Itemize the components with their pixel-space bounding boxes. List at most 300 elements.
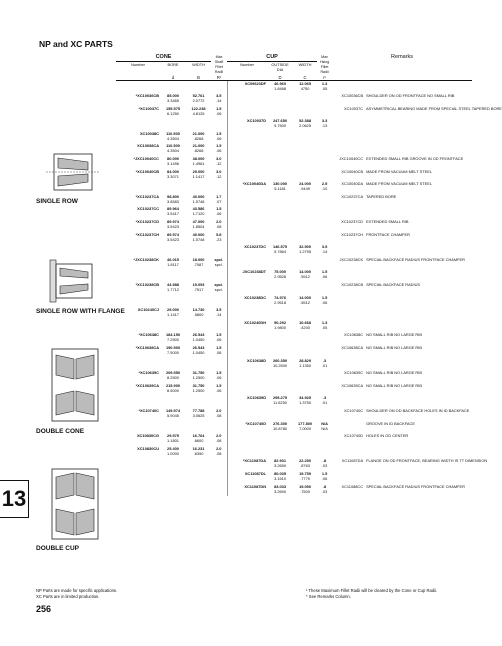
shaft-radius-value [211, 332, 227, 345]
cup-width-value [293, 446, 317, 459]
cup-number [227, 131, 267, 144]
remarks-text: FRONTFACE CHAMFER [366, 231, 410, 237]
od-value-mm: 83.033 [274, 483, 286, 489]
housing-radius-value [317, 282, 332, 295]
cone-width-value-mm: 14.730 [192, 307, 205, 313]
cone-number [116, 295, 160, 308]
table-row [116, 143, 472, 156]
housing-radius-value [317, 232, 332, 245]
shaft-radius-value-mm: spcl. [214, 256, 224, 262]
od-value-in: 9.7500 [274, 123, 286, 129]
remarks-cell [332, 194, 472, 207]
remarks-part: XC10237CA [341, 193, 364, 199]
shaft-radius-value [211, 143, 227, 156]
shaft-radius-value-in: spcl. [214, 261, 223, 267]
cup-width-value [293, 320, 317, 333]
cone-width-value [186, 232, 211, 245]
shaft-radius-value [211, 370, 227, 383]
bore-value-mm: 184.150 [165, 332, 181, 338]
housing-radius-value-mm: 1.5 [321, 294, 328, 300]
shaft-radius-value-mm: 3.0 [216, 168, 222, 174]
remarks-cell [332, 421, 472, 434]
cup-width-value-in: 4750 [300, 86, 310, 91]
remarks-cell [332, 169, 472, 182]
table-row [116, 93, 472, 106]
cone-width-value [186, 383, 211, 396]
cone-width-value-mm: 40.000 [192, 193, 205, 199]
od-value-in: 5.1181 [274, 186, 286, 192]
bore-header: BORE [167, 62, 179, 68]
bore-value-in: 8.5000 [167, 387, 179, 393]
shaft-radius-value-in: .06 [216, 375, 222, 381]
cup-number: XC10237DC [227, 244, 267, 257]
remarks-text: HOLES IN OD CENTER [366, 433, 409, 439]
cup-width-value-in: .8763 [300, 463, 310, 469]
cup-width-value-mm: 14.000 [299, 269, 311, 275]
bore-value-mm: 215.900 [165, 382, 181, 388]
bore-value [160, 143, 186, 156]
shaft-radius-value-in: .08 [216, 438, 222, 444]
table-row [116, 169, 472, 182]
od-value [267, 194, 293, 207]
housing-radius-value-mm: N/A [321, 420, 328, 426]
cone-width-value-mm: 40.000 [192, 231, 205, 237]
od-value-mm: 75.000 [274, 269, 286, 275]
table-row [116, 219, 472, 232]
cone-number: *XC10037C [138, 105, 159, 111]
bore-value-mm: 29.000 [167, 307, 179, 313]
od-value-mm: 74.976 [274, 294, 286, 300]
cup-number [227, 169, 267, 182]
remarks-cell [332, 295, 472, 308]
housing-radius-value [317, 181, 332, 194]
bore-value [160, 169, 186, 182]
bore-value [160, 194, 186, 207]
cup-number [227, 383, 267, 396]
cup-width-value-mm: 24.000 [299, 181, 311, 187]
od-value [267, 143, 293, 156]
cup-width-value [293, 383, 317, 396]
housing-radius-value [317, 383, 332, 396]
housing-radius-value [317, 484, 332, 497]
remarks-cell [332, 105, 502, 119]
table-row [116, 244, 472, 257]
table-row [116, 156, 472, 169]
shaft-radius-value-mm: 2.0 [216, 445, 222, 451]
cup-number [227, 345, 267, 358]
double-cup-drawing [36, 465, 114, 543]
housing-radius-value-mm: 1.3 [321, 81, 328, 86]
od-value [267, 219, 293, 232]
bore-value-mm: 80.000 [167, 156, 179, 162]
cup-width-value [293, 295, 317, 308]
cup-width-value [293, 458, 317, 471]
cone-width-value [186, 320, 211, 333]
cone-width-value-mm: 16.764 [192, 433, 205, 439]
bore-value-mm: 89.974 [167, 231, 179, 237]
bore-value-mm: 29.975 [167, 433, 179, 439]
remarks-cell [332, 408, 472, 421]
remarks-cell [332, 143, 472, 156]
cone-width-value-in: 1.2500 [192, 387, 205, 393]
cone-width-value-mm: 29.000 [192, 168, 205, 174]
od-value [267, 433, 293, 446]
shaft-radius-value-mm: 1.5 [216, 344, 222, 350]
shaft-radius-value-mm: 1.5 [216, 332, 222, 338]
cone-width-value-mm: 26.543 [192, 332, 205, 338]
cup-number: XC09623DF [227, 81, 267, 94]
cone-width-value-mm: 26.543 [192, 344, 205, 350]
od-value [267, 131, 293, 144]
shaft-radius-value-mm: 1.5 [216, 206, 222, 212]
cone-number [116, 81, 160, 94]
shaft-radius-value [211, 219, 227, 232]
table-row [116, 446, 472, 459]
bore-value [160, 257, 186, 270]
housing-radius-value [317, 194, 332, 207]
cone-number [116, 181, 160, 194]
cup-number [227, 143, 267, 156]
od-value [267, 206, 293, 219]
remarks-cell [332, 471, 472, 484]
cup-width-value [293, 307, 317, 320]
cup-width-value-mm: 10.668 [299, 319, 311, 325]
cup-number [227, 282, 267, 295]
bore-value-in: 3.5417 [167, 211, 179, 217]
max-shaft-header: Max Shaft Fillet Radii [214, 55, 224, 74]
cup-number [227, 232, 267, 245]
remarks-cell [332, 307, 472, 320]
od-value [267, 421, 293, 434]
remarks-text: SPECIAL BACKFACE RADIUS [366, 282, 420, 287]
shaft-radius-value [211, 106, 227, 119]
remarks-cell [332, 332, 472, 345]
remarks-cell [332, 81, 472, 94]
cup-width-value [293, 421, 317, 434]
remarks-part: XC10237CD [341, 219, 364, 225]
cup-width-value [293, 206, 317, 219]
table-row [116, 257, 472, 270]
cup-width-value-in: .5512 [300, 299, 310, 305]
remarks-cell [332, 282, 472, 295]
shaft-radius-value-in: .14 [216, 312, 222, 318]
section-tab: 13 [0, 480, 29, 518]
housing-radius-value [317, 81, 332, 94]
cone-width-value [186, 181, 211, 194]
single-row-flange-diagram [36, 258, 114, 304]
bore-value-in: 1.8117 [167, 261, 179, 267]
bore-value-mm: 44.988 [167, 282, 179, 287]
remarks-cell [332, 206, 472, 219]
table-row [116, 295, 472, 308]
table-row [116, 421, 472, 434]
bore-value-in: 3.3465 [167, 98, 179, 104]
cup-number [227, 194, 267, 207]
cup-width-value [293, 81, 317, 94]
remarks-part: XC11088CC [341, 483, 364, 489]
housing-radius-value [317, 156, 332, 169]
housing-radius-value [317, 307, 332, 320]
shaft-radius-value [211, 257, 227, 270]
od-value [267, 332, 293, 345]
cup-width-value-mm: 22.250 [299, 458, 311, 464]
cup-number [227, 93, 267, 106]
remarks-text: GROOVE IN ID BACKFACE [366, 420, 415, 426]
housing-radius-value [317, 131, 332, 144]
cone-number: XC10038C [139, 130, 159, 136]
od-value [267, 106, 293, 119]
housing-radius-value-in: .10 [321, 186, 328, 192]
od-value-in: 10.8780 [272, 425, 288, 431]
cup-width-value [293, 395, 317, 408]
od-value-in: 2.9528 [274, 274, 286, 280]
remarks-cell [332, 269, 472, 282]
cup-width-value [293, 358, 317, 371]
bore-value [160, 232, 186, 245]
table-row [116, 269, 472, 282]
cup-width-value [293, 181, 317, 194]
bore-value-mm: 89.964 [167, 206, 179, 212]
shaft-radius-value-mm: 1.5 [216, 105, 222, 111]
cone-number: *XC10638C [138, 332, 159, 338]
housing-radius-value-mm: .3 [322, 395, 327, 401]
table-row [116, 395, 472, 408]
bore-value-mm: 155.575 [165, 105, 181, 111]
remarks-cell [332, 156, 472, 169]
cone-number [116, 358, 160, 371]
cup-width-value [293, 106, 317, 119]
remarks-text: EXTENDED SMALL RIB [366, 219, 409, 225]
table-row [116, 106, 472, 119]
housing-radius-value [317, 332, 332, 345]
bore-value-in: 5.9045 [167, 412, 179, 418]
shaft-radius-value-mm: 1.7 [216, 193, 222, 199]
cup-number: XC10638D [227, 358, 267, 371]
page-number: 256 [36, 604, 52, 614]
bore-value [160, 156, 186, 169]
shaft-radius-value-mm: 2.0 [216, 219, 222, 225]
remarks-text: NO SMALL RIB NO LARGE RIB [366, 332, 422, 338]
cone-width-value [186, 332, 211, 345]
cone-width-value-mm: 122.238 [191, 105, 206, 111]
cup-number [227, 332, 267, 345]
housing-radius-value [317, 257, 332, 270]
remarks-text: SPECIAL BACKFACE RADIUS FRONTFACE CHAMFER [366, 256, 465, 262]
od-value-in: 2.9518 [274, 299, 286, 305]
remarks-cell [332, 345, 472, 358]
od-value-mm: 46.960 [274, 81, 286, 86]
od-value-in: 1.9800 [274, 324, 286, 330]
cup-number-header: Number [240, 62, 254, 68]
cone-group-header: CONE [116, 55, 211, 62]
table-row [116, 81, 472, 94]
cup-width-value-in: .7500 [300, 488, 310, 494]
remarks-cell [332, 320, 472, 333]
housing-radius-value-in: .01 [321, 400, 328, 406]
table-row [116, 358, 472, 371]
cup-width-value [293, 156, 317, 169]
cone-number: XC10240CJ [137, 307, 159, 313]
bore-value-in: 7.5000 [167, 349, 179, 355]
cup-number: *XC11087DA [227, 458, 267, 471]
cup-number [227, 106, 267, 119]
shaft-radius-value [211, 421, 227, 434]
housing-radius-value-in: .03 [321, 488, 328, 494]
bore-value-in: 3.5423 [167, 236, 179, 242]
od-value [267, 383, 293, 396]
cone-width-value [186, 118, 211, 131]
table-row [116, 345, 472, 358]
cone-width-value [186, 156, 211, 169]
bore-value-in: 1.0000 [167, 450, 179, 456]
shaft-radius-value [211, 295, 227, 308]
cone-number: *XC10740C [138, 407, 159, 413]
cone-number: XC10830CG [136, 433, 159, 439]
housing-radius-value-in: .06 [321, 475, 328, 481]
cup-width-value [293, 433, 317, 446]
cup-number: XC10238DC [227, 295, 267, 308]
remarks-text: NO SMALL RIB NO LARGE RIB [366, 344, 422, 350]
cone-width-value [186, 206, 211, 219]
od-value-in: 3.2650 [274, 463, 286, 469]
od-value [267, 484, 293, 497]
cup-width-value [293, 118, 317, 131]
cone-width-value-in: 1.7120 [192, 211, 205, 217]
remarks-part: XC10036CB [341, 93, 364, 99]
cone-width-value [186, 282, 211, 295]
housing-radius-value-mm: .3 [322, 357, 327, 363]
bore-value-mm: 89.974 [167, 219, 179, 225]
double-cup-diagram [36, 465, 114, 543]
sym-D: D [267, 75, 293, 81]
bore-value [160, 358, 186, 371]
cone-number: XC10830CU [137, 445, 159, 451]
cup-number [227, 408, 267, 421]
od-value-in: 11.6250 [273, 400, 287, 406]
cup-width-value-in: 2.0625 [299, 123, 311, 129]
remarks-part: XC10638C [344, 332, 364, 338]
bore-value-in: 1.7712 [167, 287, 179, 292]
cup-number: XC10037D [227, 118, 267, 131]
od-value [267, 282, 293, 295]
cone-number [116, 471, 160, 484]
shaft-radius-value [211, 118, 227, 131]
bore-value [160, 307, 186, 320]
housing-radius-value [317, 295, 332, 308]
od-value [267, 307, 293, 320]
cone-width-value-mm: 21.000 [192, 143, 205, 149]
bore-value [160, 484, 186, 497]
bore-value [160, 269, 186, 282]
shaft-radius-value-in: .14 [216, 98, 222, 104]
cone-number: *XC10237CH [135, 231, 159, 237]
cone-width-value [186, 143, 211, 156]
shaft-radius-value-in: spcl. [214, 287, 223, 292]
remarks-part: XC10740D [344, 433, 364, 439]
bore-value [160, 181, 186, 194]
shaft-radius-value [211, 181, 227, 194]
cone-width-value-in: 1.5748 [192, 198, 205, 204]
bore-value [160, 433, 186, 446]
cone-number: *XC10237CA [135, 193, 159, 199]
table-row [116, 408, 472, 421]
od-value [267, 269, 293, 282]
bore-value [160, 81, 186, 94]
remarks-part: XC11087DA [341, 458, 364, 464]
cone-number: *XC10040CB [135, 168, 159, 174]
cone-number: *XC10237CD [135, 219, 159, 225]
od-value-in: 10.2500 [272, 362, 288, 368]
housing-radius-value [317, 421, 332, 434]
cup-width-value [293, 169, 317, 182]
footnote-remarks: * See Remarks Column. [306, 594, 351, 599]
cup-number [227, 257, 267, 270]
sym-d: d [160, 75, 186, 81]
cup-width-value-in: 7.0000 [299, 425, 311, 431]
cup-number: *XC10740D [227, 421, 267, 434]
bore-value-in: 7.2500 [167, 337, 179, 343]
cone-width-value-in: 2.0772 [192, 98, 205, 104]
cone-number: *XC10238CB [135, 282, 159, 287]
cone-width-value-in: 3.0625 [192, 412, 205, 418]
shaft-radius-value [211, 358, 227, 371]
cup-number: *XC10040DA [227, 181, 267, 194]
shaft-radius-value [211, 458, 227, 471]
od-value [267, 408, 293, 421]
shaft-radius-value [211, 169, 227, 182]
cup-width-value [293, 194, 317, 207]
cone-width-value-mm: 38.000 [192, 156, 205, 162]
housing-radius-value [317, 143, 332, 156]
cup-width-value-mm: 32.500 [299, 244, 311, 250]
cone-width-value-mm: 47.000 [192, 219, 205, 225]
cup-width-value [293, 269, 317, 282]
cone-width-value-mm: 77.788 [192, 407, 205, 413]
cup-width-value-mm: 28.829 [299, 357, 311, 363]
double-cone-diagram [36, 345, 114, 425]
cone-width-value-mm: 18.000 [192, 256, 205, 262]
remarks-cell [332, 484, 472, 497]
bore-value [160, 383, 186, 396]
shaft-radius-value-in: .08 [216, 450, 222, 456]
shaft-radius-value [211, 307, 227, 320]
cone-width-value [186, 446, 211, 459]
cone-width-value-mm: 21.000 [192, 130, 205, 136]
housing-radius-value-mm: 3.3 [321, 118, 328, 124]
bore-value-in: 3.3071 [167, 173, 179, 179]
housing-radius-value [317, 93, 332, 106]
cone-number [116, 421, 160, 434]
bore-value-in: 1.1801 [167, 438, 179, 444]
cone-width-value-in: 1.0450 [192, 349, 205, 355]
cone-width-value-mm: 43.586 [192, 206, 205, 212]
cone-number: *XC10639C [138, 370, 159, 376]
od-value [267, 471, 293, 484]
bore-value-mm: 85.000 [167, 93, 179, 99]
housing-radius-value-in: .06 [321, 274, 328, 280]
cone-number: *XC10036CB [135, 93, 159, 99]
table-row [116, 458, 472, 471]
sym-C: C [293, 75, 317, 81]
page-title: NP and XC PARTS [39, 39, 113, 49]
cup-number: XC11087DN [227, 484, 267, 497]
shaft-radius-value [211, 446, 227, 459]
double-cup-label: DOUBLE CUP [36, 545, 79, 552]
housing-radius-value [317, 458, 332, 471]
cup-width-value [293, 93, 317, 106]
cone-number-header: Number [131, 62, 145, 68]
remarks-part: XC10238CB [341, 282, 364, 287]
